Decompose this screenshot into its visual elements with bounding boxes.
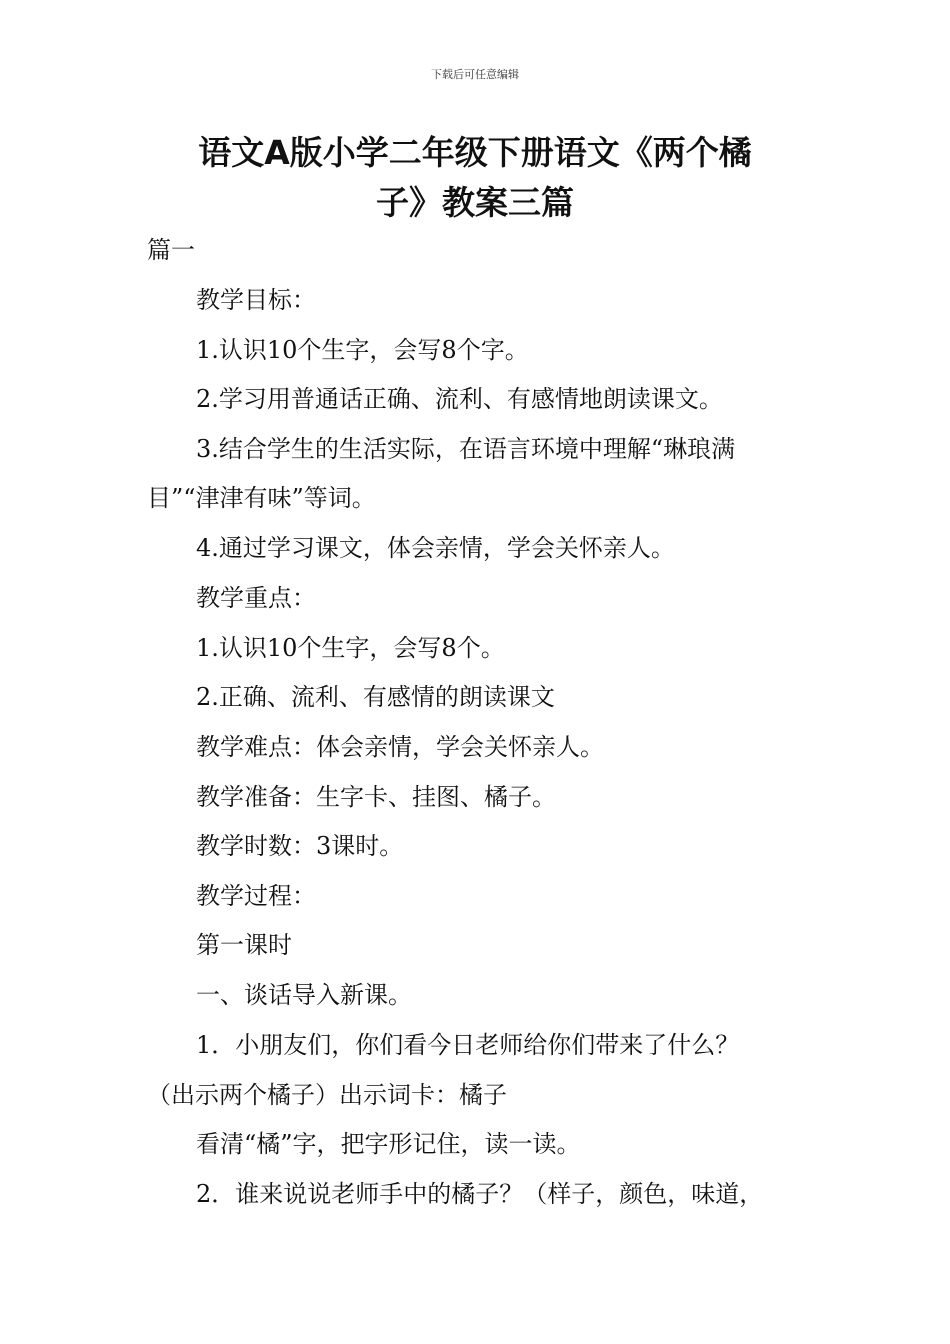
step-item: 1．小朋友们，你们看今日老师给你们带来了什么？ bbox=[196, 1031, 740, 1059]
hours-line: 教学时数：3课时。 bbox=[196, 832, 404, 860]
header-note: 下载后可任意编辑 bbox=[431, 68, 519, 81]
key-point-item: 1.认识10个生字，会写8个。 bbox=[196, 634, 505, 662]
title-line-1: 语文A版小学二年级下册语文《两个橘 bbox=[198, 133, 752, 172]
step-item-continued: （出示两个橘子）出示词卡：橘子 bbox=[147, 1081, 507, 1109]
objective-item-continued: 目”“津津有味”等词。 bbox=[147, 484, 376, 512]
title-line-2: 子》教案三篇 bbox=[376, 183, 574, 222]
preparation-line: 教学准备：生字卡、挂图、橘子。 bbox=[196, 783, 556, 811]
objective-item: 3.结合学生的生活实际，在语言环境中理解“琳琅满 bbox=[196, 435, 736, 463]
document-title bbox=[120, 128, 830, 228]
step-item: 2．谁来说说老师手中的橘子？（样子，颜色，味道， bbox=[196, 1180, 764, 1208]
step-note: 看清“橘”字，把字形记住，读一读。 bbox=[196, 1130, 581, 1158]
objectives-heading: 教学目标： bbox=[196, 286, 316, 314]
objective-item: 4.通过学习课文，体会亲情，学会关怀亲人。 bbox=[196, 534, 675, 562]
key-points-heading: 教学重点： bbox=[196, 584, 316, 612]
section-label: 篇一 bbox=[147, 236, 195, 264]
objective-item: 1.认识10个生字，会写8个字。 bbox=[196, 336, 529, 364]
difficulty-line: 教学难点：体会亲情，学会关怀亲人。 bbox=[196, 733, 604, 761]
objective-item: 2.学习用普通话正确、流利、有感情地朗读课文。 bbox=[196, 385, 723, 413]
key-point-item: 2.正确、流利、有感情的朗读课文 bbox=[196, 683, 555, 711]
step-heading: 一、谈话导入新课。 bbox=[196, 981, 412, 1009]
lesson-heading: 第一课时 bbox=[196, 931, 292, 959]
process-heading: 教学过程： bbox=[196, 882, 316, 910]
